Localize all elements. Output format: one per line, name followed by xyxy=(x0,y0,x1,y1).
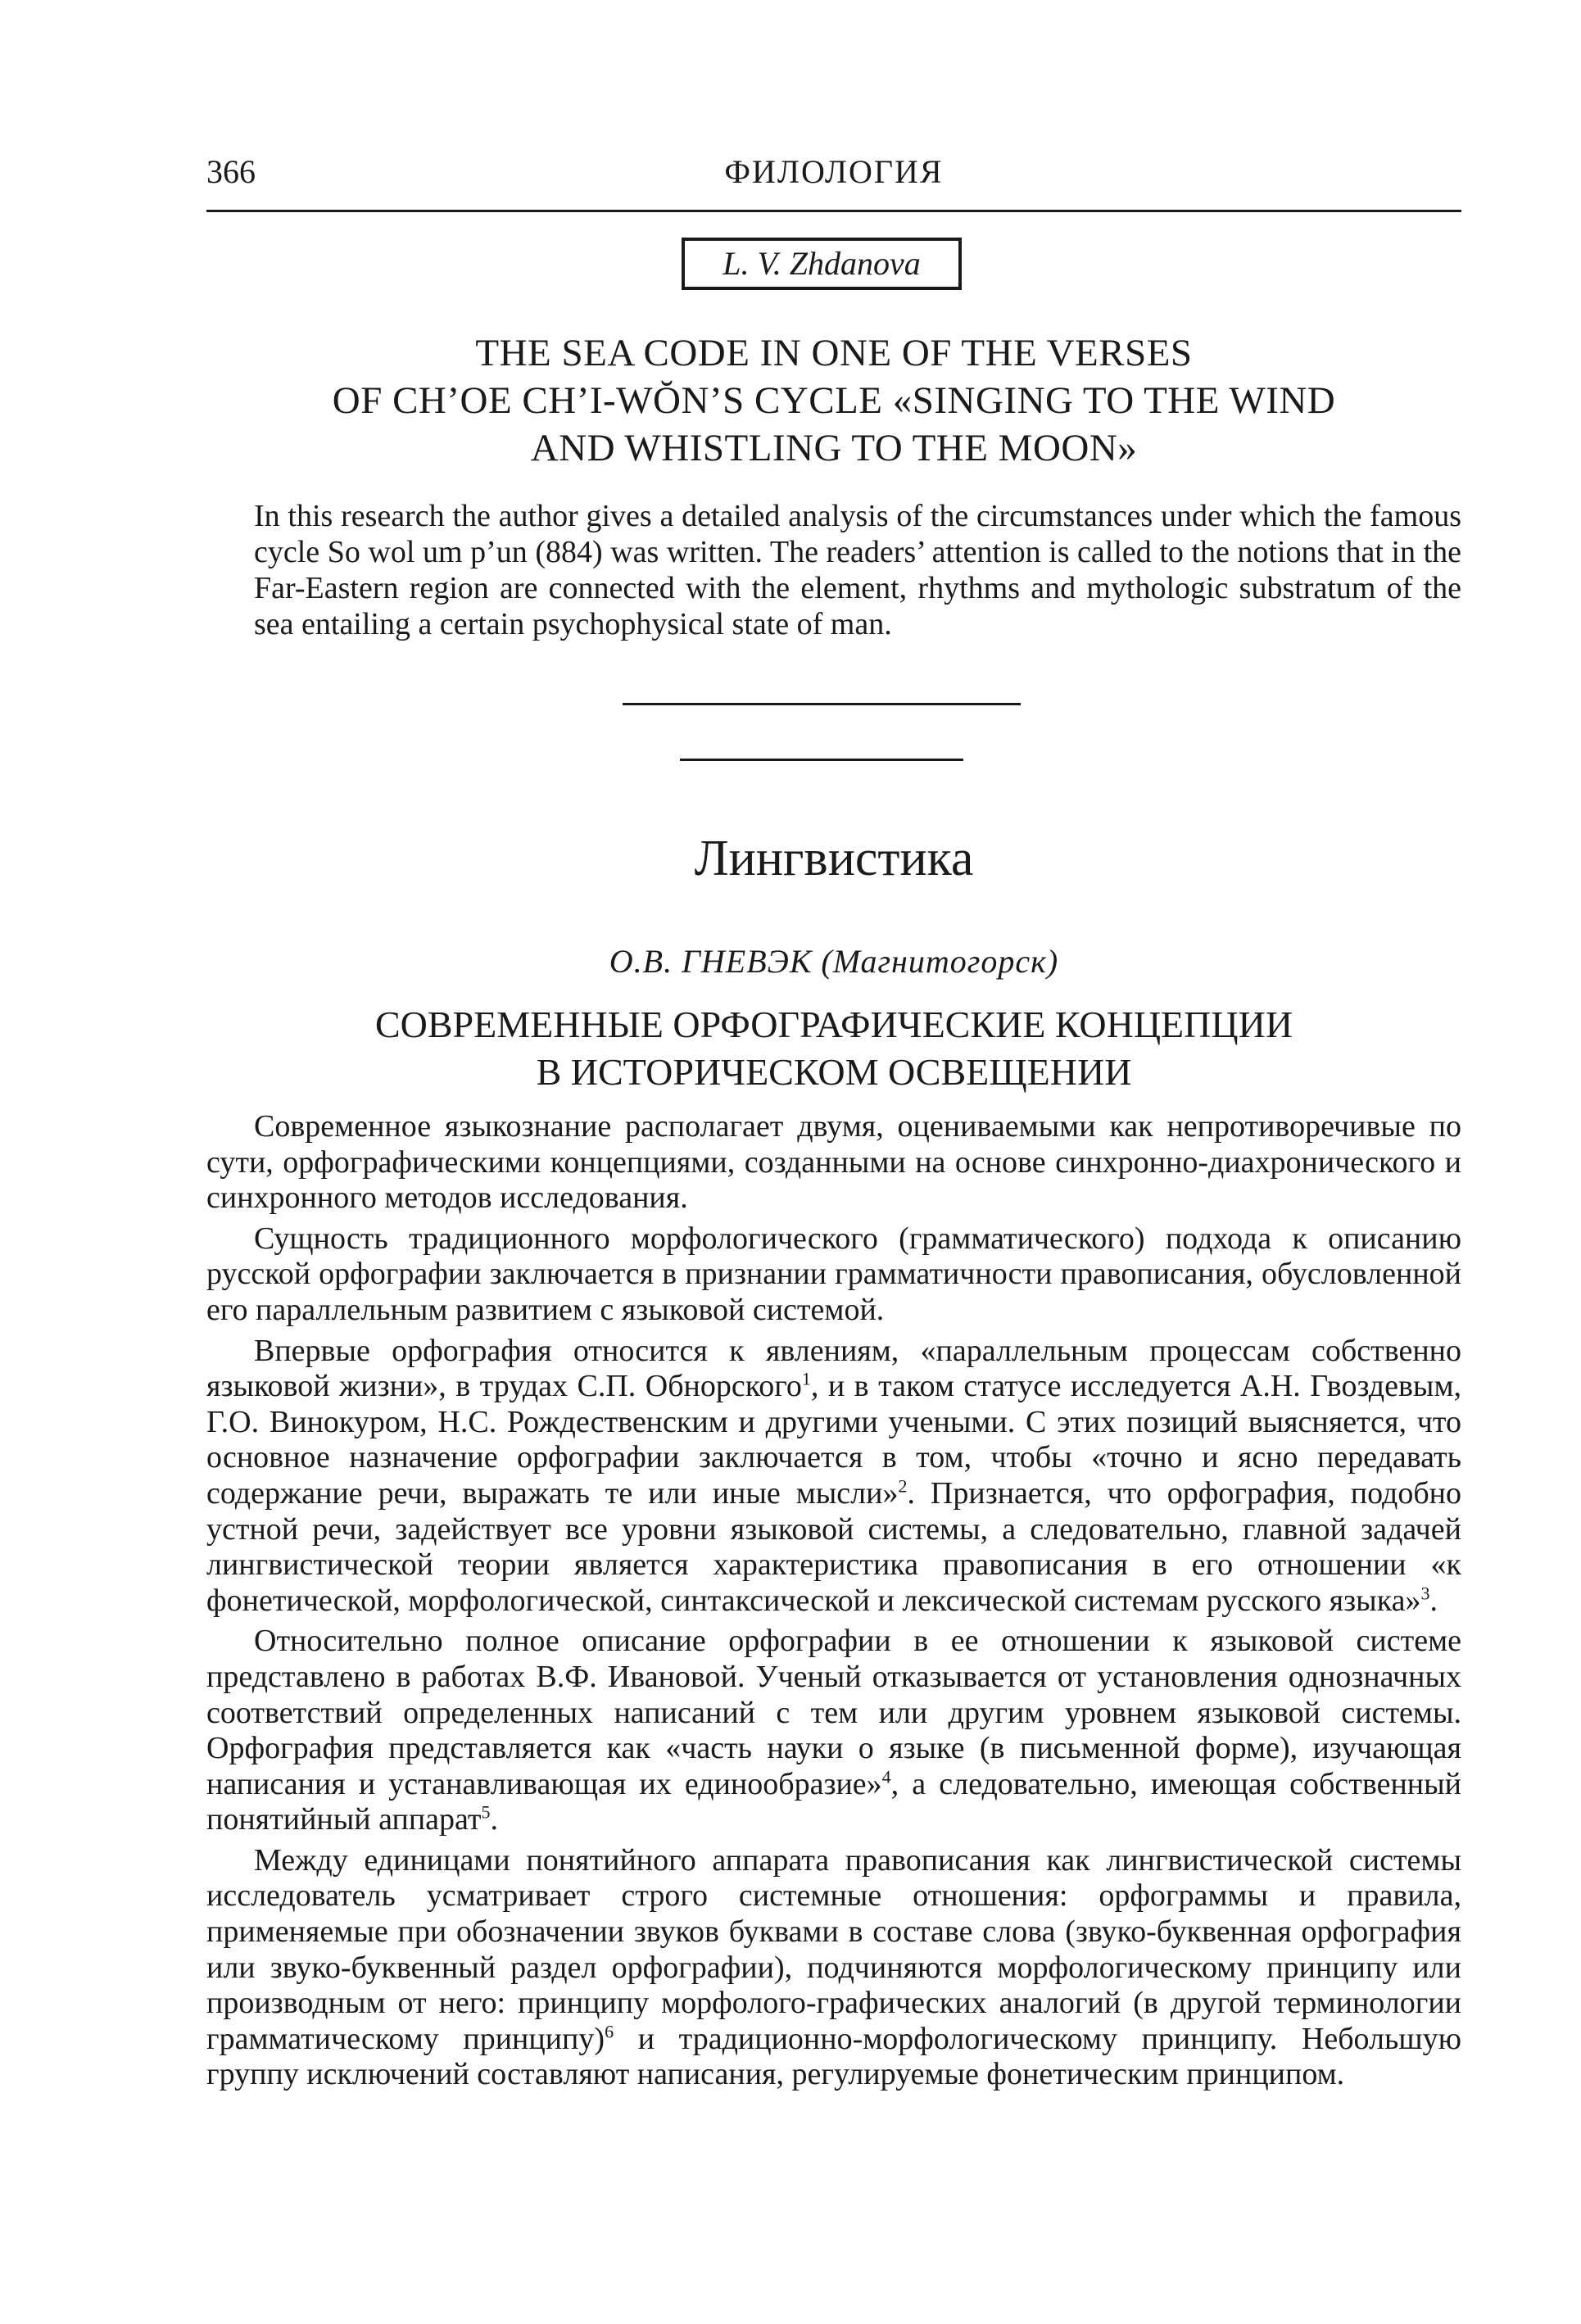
footnote-marker: 4 xyxy=(881,1766,891,1787)
footnote-marker: 2 xyxy=(898,1475,908,1497)
paragraph-text: , и в таком статусе исследуется А.Н. Гвоздевым, Г.О. Винокуром, Н.С. Рождественским и другими учеными. С этих позиций выясняется, что основное назначение орфографии заключается в том, чтобы «точно и ясно передавать содержание речи, выражать те или иные мысли» xyxy=(206,1369,1461,1511)
paragraph-text: Впервые орфография относится к явлениям, «параллельным процессам собственно языковой жизни», в трудах С.П. Обнорского xyxy=(206,1333,1461,1404)
english-article-title xyxy=(206,329,1461,472)
page-number: 366 xyxy=(206,153,256,190)
header-rule xyxy=(206,210,1461,212)
paragraph-text: , а следовательно, имеющая собственный понятийный аппарат xyxy=(206,1766,1461,1837)
paragraph-text: . xyxy=(490,1802,499,1837)
russian-title-line: СОВРЕМЕННЫЕ ОРФОГРАФИЧЕСКИЕ КОНЦЕПЦИИ xyxy=(374,1003,1293,1045)
russian-article-title xyxy=(206,1001,1461,1096)
paragraph-text: Между единицами понятийного аппарата правописания как лингвистической системы исследователь усматривает строго системные отношения: орфограммы и правила, применяемые при обозначении звуков буквами в составе слова (звуко-буквенная орфография или звуко-буквенный раздел орфографии), подчиняются морфологическому принципу или производным от него: принципу морфолого-графических аналогий (в другой терминологии грамматическому принципу) xyxy=(206,1842,1461,2056)
footnote-marker: 3 xyxy=(1420,1583,1430,1604)
body-paragraph xyxy=(206,1334,1461,1620)
body-paragraph xyxy=(206,1624,1461,1838)
english-abstract: In this research the author gives a detailed analysis of the circumstances under which the famous cycle So wol um p’un (884) was written. The readers’ attention is called to the notions that in the Far-Eastern region are connected with the element, rhythms and mythologic substratum of the sea entailing a certain psychophysical state of man. xyxy=(254,499,1461,641)
separator-rule-long xyxy=(623,703,1021,705)
russian-article-author: О.В. ГНЕВЭК (Магнитогорск) xyxy=(609,943,1059,980)
english-title-line: THE SEA CODE IN ONE OF THE VERSES xyxy=(475,332,1193,374)
english-author-box: L. V. Zhdanova xyxy=(682,238,962,290)
russian-title-line: В ИСТОРИЧЕСКОМ ОСВЕЩЕНИИ xyxy=(536,1051,1132,1093)
footnote-marker: 1 xyxy=(801,1368,811,1389)
paragraph-text: и традиционно-морфологическому принципу. Небольшую группу исключений составляют написания, регулируемые фонетическим принципом. xyxy=(206,2021,1461,2092)
running-head xyxy=(206,152,1461,201)
body-paragraph xyxy=(206,1109,1461,1216)
footnote-marker: 6 xyxy=(605,2021,614,2042)
paragraph-text: Современное языкознание располагает двумя, оцениваемыми как непротиворечивые по сути, орфографическими концепциями, созданными на основе синхронно-диахронического и синхронного методов исследования. xyxy=(206,1109,1461,1216)
english-title-line: AND WHISTLING TO THE MOON» xyxy=(530,427,1138,469)
paragraph-text: Сущность традиционного морфологического (грамматического) подхода к описанию русской орфографии заключается в признании грамматичности правописания, обусловленной его параллельным развитием с языковой системой. xyxy=(206,1221,1461,1327)
paragraph-text: Относительно полное описание орфографии в ее отношении к языковой системе представлено в работах В.Ф. Ивановой. Ученый отказывается от установления однозначных соответствий определенных написаний с тем или другим уровнем языковой системы. Орфография представляется как «часть науки о языке (в письменной форме), изучающая написания и устанавливающая их единообразие» xyxy=(206,1624,1461,1801)
english-title-line: OF CH’OE CH’I-WŎN’S CYCLE «SINGING TO THE WIND xyxy=(332,379,1336,422)
paragraph-text: . Признается, что орфография, подобно устной речи, задействует все уровни языковой системы, а следовательно, главной задачей лингвистической теории является характеристика правописания в его отношении «к фонетической, морфологической, синтаксической и лексической системам русского языка» xyxy=(206,1475,1461,1618)
paragraph-text: . xyxy=(1429,1583,1438,1618)
journal-section-title: ФИЛОЛОГИЯ xyxy=(724,153,944,190)
article-body xyxy=(206,1109,1461,2098)
footnote-marker: 5 xyxy=(481,1801,491,1823)
section-heading: Лингвистика xyxy=(694,831,974,886)
separator-rule-short xyxy=(680,759,963,761)
body-paragraph xyxy=(206,1221,1461,1329)
body-paragraph xyxy=(206,1843,1461,2093)
